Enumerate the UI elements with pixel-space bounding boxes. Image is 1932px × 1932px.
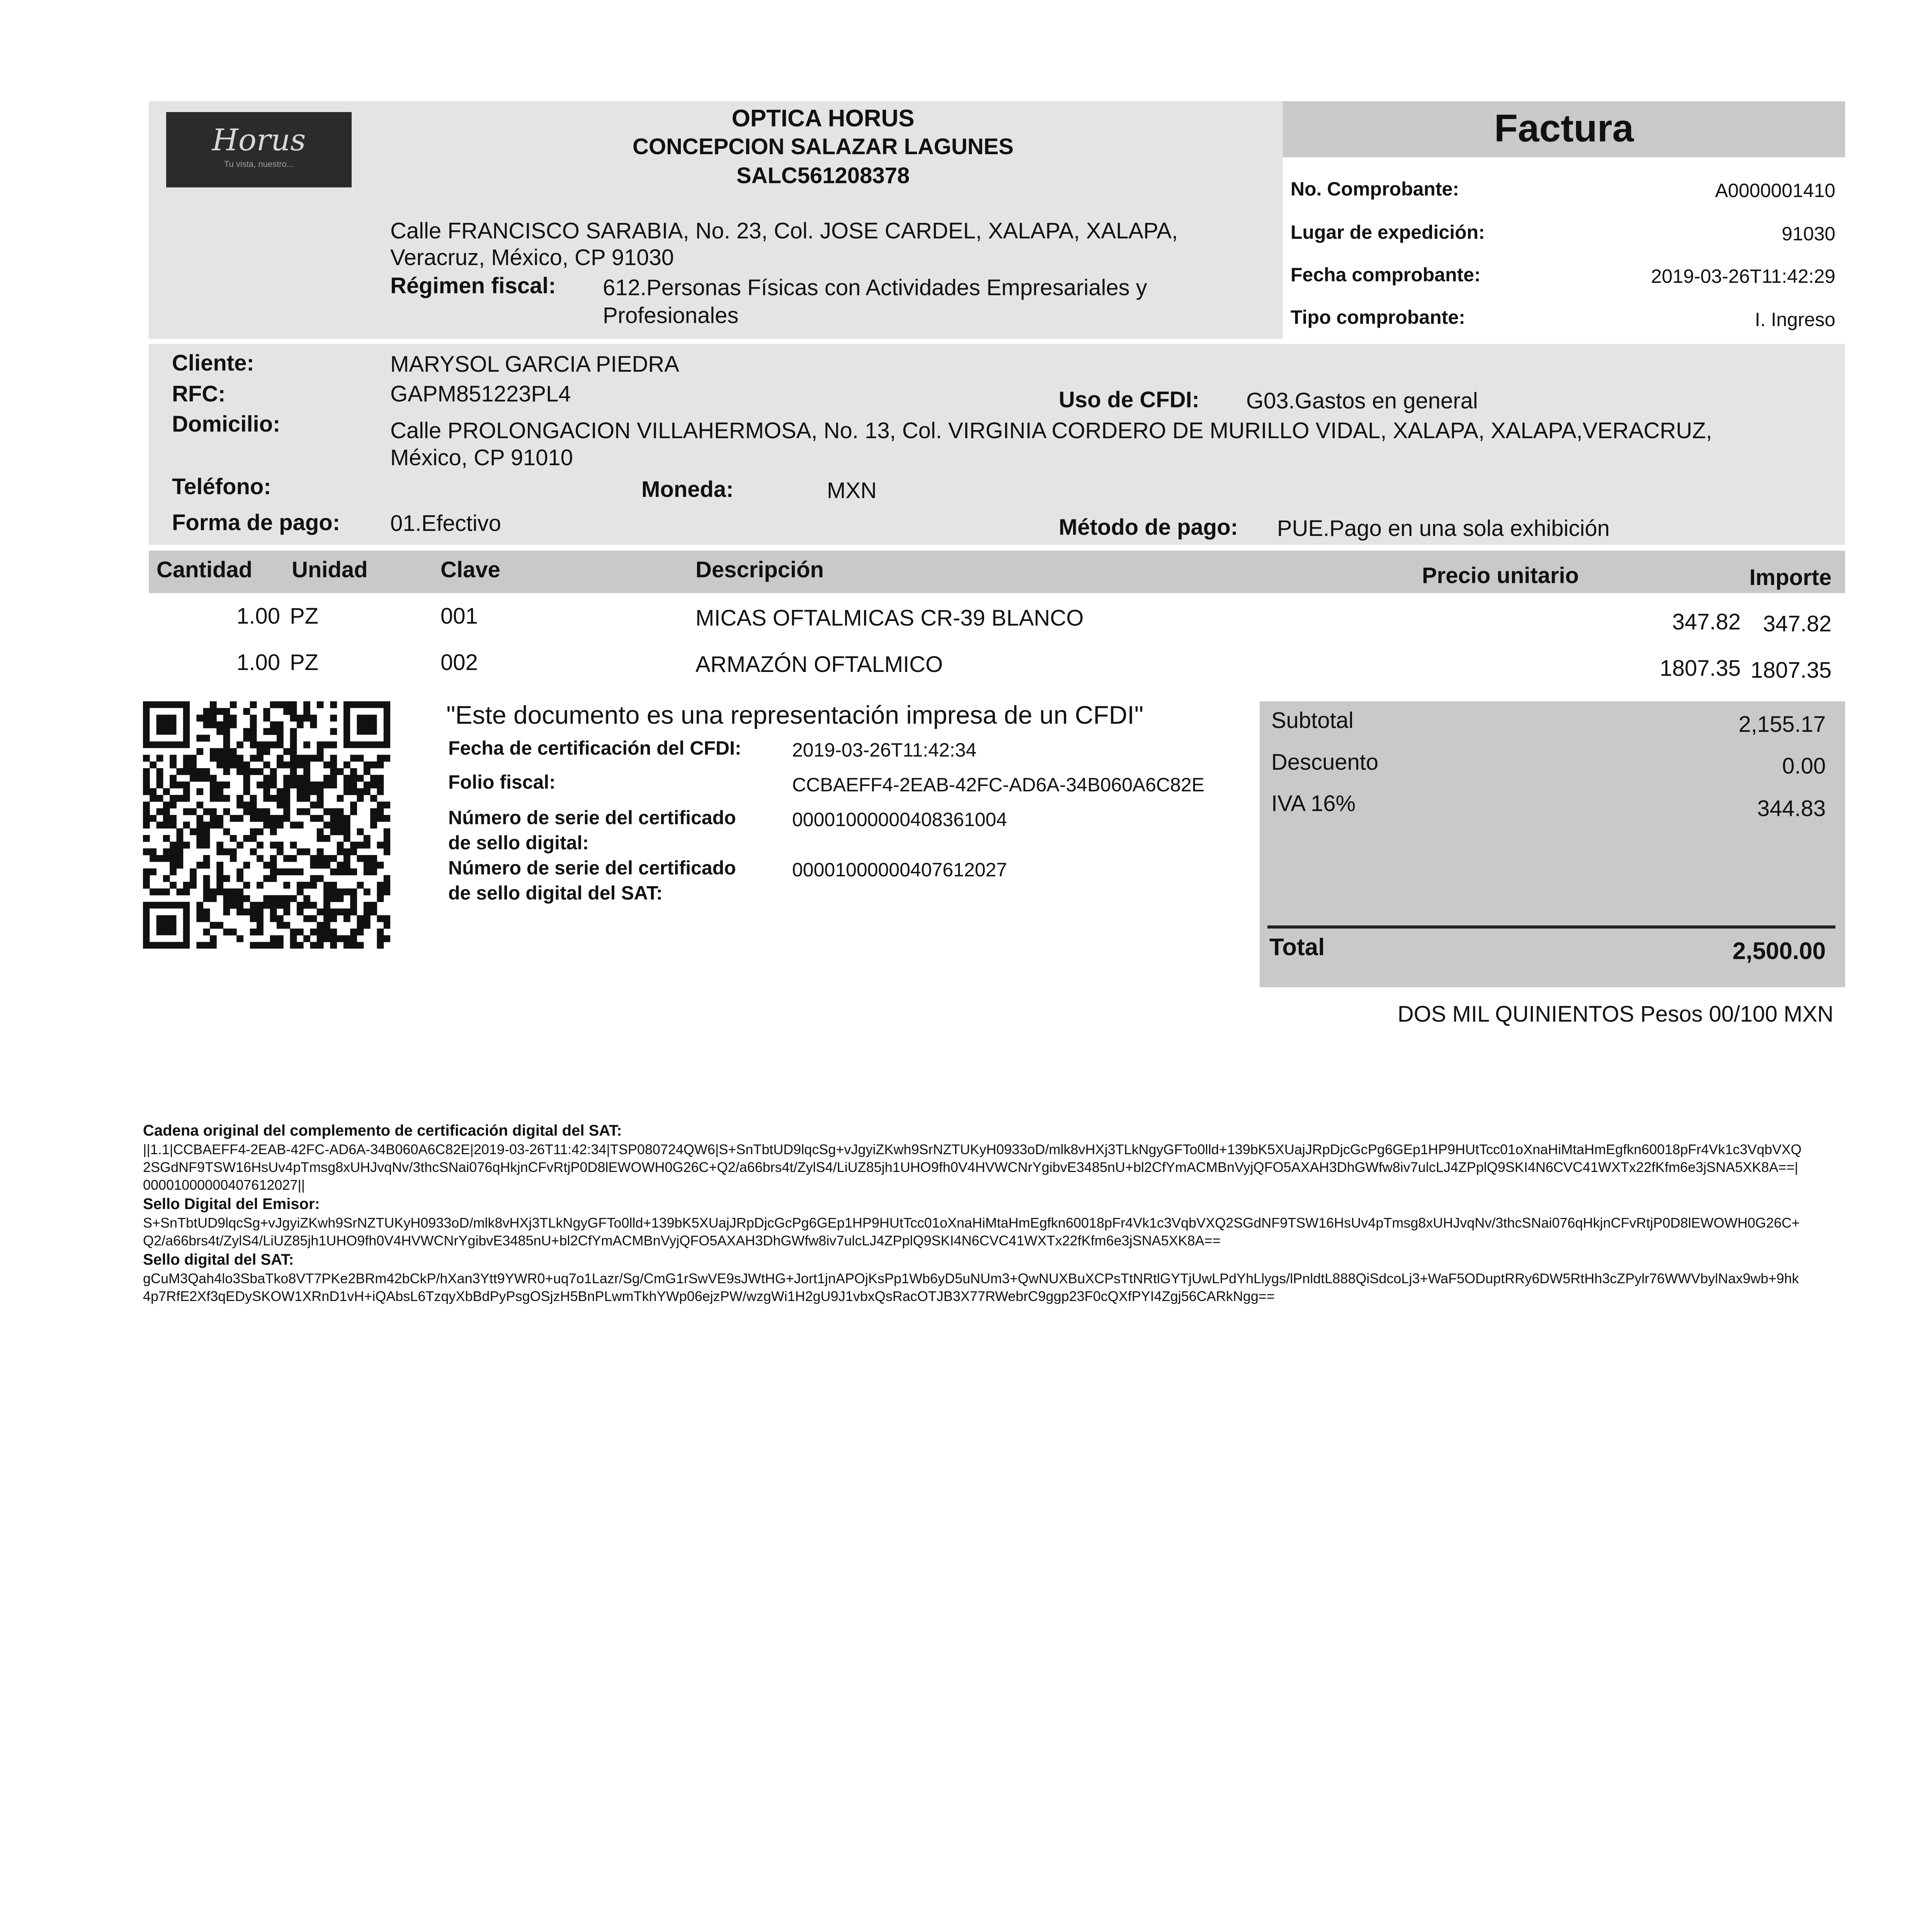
cfdi-serial-label-1: Número de serie del certificado [448, 807, 736, 828]
invoice-title-box [1283, 101, 1845, 157]
cfdi-sat-serial-label-1: Número de serie del certificado [448, 857, 736, 879]
tax-label: IVA 16% [1271, 791, 1356, 816]
issuer-address-line1: Calle FRANCISCO SARABIA, No. 23, Col. JOSE CARDEL, XALAPA, XALAPA, [390, 218, 1178, 243]
sello-sat-label: Sello digital del SAT: [143, 1251, 294, 1268]
payment-method-label: Método de pago: [1059, 515, 1238, 540]
client-address-label: Domicilio: [172, 412, 281, 437]
sello-sat: gCuM3Qah4lo3SbaTko8VT7PKe2BRm42bCkP/hXan3Ytt9YWR0+uq7o1Lazr/Sg/CmG1rSwVE9sJWtHG+Jort1jnAPOjKsPp1Wb6yD5uNUm3+QwNUXBuXCPsTtNRtlGYTjUwLPdYhLlygs/lPnldtL888QiSdcoLj3+WaF5ODuptRRy6DW5RtHh3cZPylr76WWVbylNax9wb+9hk4p7RfE2Xf3qEDySKOW1XRnD1vH+iQAbsL6TzqyXbBdPyPsgOSjzH5BnPLwmTkhYWp06ejzPW/wzgWi1H2gU9J1vbxQsRacOTJB3X77RWebrC9ggp23F0cQXfPYI4Zgj56CARkNgg== [143, 1270, 1799, 1304]
cfdi-folio-label: Folio fiscal: [448, 771, 556, 793]
payment-form-label: Forma de pago: [172, 510, 340, 535]
currency-label: Moneda: [641, 477, 734, 502]
item-unit: PZ [290, 604, 319, 629]
invoice-field-label-1: Lugar de expedición: [1291, 221, 1485, 243]
currency: MXN [827, 478, 877, 503]
issuer-name: OPTICA HORUS [731, 105, 915, 132]
col-header-descripcion: Descripción [696, 557, 824, 582]
cfdi-cert-date-label: Fecha de certificación del CFDI: [448, 737, 742, 759]
sello-emisor-label: Sello Digital del Emisor: [143, 1196, 320, 1213]
client-name: MARYSOL GARCIA PIEDRA [390, 352, 679, 377]
company-logo [166, 112, 352, 187]
item-quantity: 1.00 [236, 604, 280, 629]
discount-value: 0.00 [1782, 753, 1826, 779]
qr-code [143, 701, 390, 949]
total-label: Total [1269, 934, 1325, 961]
item-quantity: 1.00 [236, 650, 280, 675]
amount-in-words: DOS MIL QUINIENTOS Pesos 00/100 MXN [1397, 1002, 1833, 1027]
cfdi-serial-label-2: de sello digital: [448, 832, 589, 854]
client-address-line1: Calle PROLONGACION VILLAHERMOSA, No. 13, Col. VIRGINIA CORDERO DE MURILLO VIDAL, XALAPA, XALAPA,VERACRUZ, [390, 418, 1712, 443]
cfdi-folio: CCBAEFF4-2EAB-42FC-AD6A-34B060A6C82E [792, 774, 1205, 796]
total-divider [1267, 925, 1835, 929]
invoice-field-value-1: 91030 [1781, 223, 1835, 245]
col-header-unidad: Unidad [292, 557, 368, 582]
cadena-original-label: Cadena original del complemento de certificación digital del SAT: [143, 1122, 622, 1139]
issuer-rfc: SALC561208378 [736, 163, 910, 188]
sello-emisor: S+SnTbtUD9lqcSg+vJgyiZKwh9SrNZTUKyH0933oD/mlk8vHXj3TLkNgyGFTo0lld+139bK5XUajJRpDjcGcPg6GEp1HP9HUtTcc01oXnaHiMtaHmEgfkn60018pFr4Vk1c3VqbVXQ2SGdNF9TSW16HsUv4pTmsg8xUHJvqNv/3thcSNai076qHkjnCFvRtjP0D8lEWOWH0G26C+Q2/a66brs4t/ZylS4/LiUZ85jh1UHO9fh0V4HVWCNrYgibvE3485nU+bl2CfYmACMBnVyjQFO5AXAH3DhGWfw8iv7ulcLJ4ZPplQ9SKI4N6CVC41WXTx22fKfm6e3jSNA5XK8A== [143, 1215, 1800, 1248]
col-header-precio: Precio unitario [1422, 563, 1579, 588]
item-amount: 1807.35 [1750, 658, 1832, 683]
cadena-original: ||1.1|CCBAEFF4-2EAB-42FC-AD6A-34B060A6C82E|2019-03-26T11:42:34|TSP080724QW6|S+SnTbtUD9lqcSg+vJgyiZKwh9SrNZTUKyH0933oD/mlk8vHXj3TLkNgyGFTo0lld+139bK5XUajJRpDjcGcPg6GEp1HP9HUtTcc01oXnaHiMtaHmEgfkn60018pFr4Vk1c3VqbVXQ2SGdNF9TSW16HsUv4pTmsg8xUHJvqNv/3thcSNai076qHkjnCFvRtjP0D8lEWOWH0G26C+Q2/a66brs4t/ZylS4/LiUZ85jh1UHO9fh0V4HVWCNrYgibvE3485nU+bl2CfYmACMBnVyjQFO5AXAH3DhGWfw8iv7ulcLJ4ZPplQ9SKI4N6CVC41WXTx22fKfm6e3jSNA5XK8A==|00001000000407612027|| [143, 1141, 1802, 1193]
cfdi-use-label: Uso de CFDI: [1059, 387, 1200, 412]
item-code: 002 [440, 650, 478, 675]
invoice-field-label-0: No. Comprobante: [1291, 178, 1459, 200]
client-phone-label: Teléfono: [172, 474, 271, 499]
client-rfc-label: RFC: [172, 381, 226, 406]
col-header-clave: Clave [440, 557, 500, 582]
issuer-regime-line2: Profesionales [603, 303, 739, 328]
item-code: 001 [440, 604, 478, 629]
invoice-field-label-3: Tipo comprobante: [1291, 306, 1465, 328]
payment-form: 01.Efectivo [390, 511, 501, 536]
items-header-band [149, 551, 1845, 593]
seals-section [143, 1121, 1804, 1305]
issuer-regime-label: Régimen fiscal: [390, 273, 556, 298]
logo-tagline: Tu vista, nuestro... [224, 159, 294, 169]
total-value: 2,500.00 [1732, 938, 1826, 964]
tax-value: 344.83 [1757, 796, 1826, 821]
item-description: ARMAZÓN OFTALMICO [696, 652, 943, 677]
invoice-field-value-3: I. Ingreso [1755, 309, 1835, 330]
invoice-field-value-2: 2019-03-26T11:42:29 [1651, 265, 1835, 287]
col-header-importe: Importe [1749, 565, 1832, 590]
client-rfc: GAPM851223PL4 [390, 381, 571, 406]
issuer-person: CONCEPCION SALAZAR LAGUNES [632, 134, 1014, 159]
item-unit: PZ [290, 650, 319, 675]
item-amount: 347.82 [1763, 611, 1832, 636]
cfdi-statement: "Este documento es una representación impresa de un CFDI" [446, 701, 1144, 729]
issuer-address-line2: Veracruz, México, CP 91030 [390, 245, 674, 270]
invoice-title: Factura [1494, 107, 1634, 150]
invoice-field-label-2: Fecha comprobante: [1291, 264, 1481, 286]
subtotal-label: Subtotal [1271, 708, 1354, 733]
invoice-field-value-0: A0000001410 [1715, 180, 1835, 201]
item-description: MICAS OFTALMICAS CR-39 BLANCO [696, 605, 1084, 631]
qr-code-graphic [143, 701, 390, 949]
logo-text: Horus [212, 123, 306, 158]
col-header-cantidad: Cantidad [156, 557, 253, 582]
cfdi-cert-date: 2019-03-26T11:42:34 [792, 739, 977, 761]
subtotal-value: 2,155.17 [1738, 712, 1826, 737]
item-unit-price: 347.82 [1672, 609, 1741, 634]
client-address-line2: México, CP 91010 [390, 445, 573, 470]
issuer-regime-line1: 612.Personas Físicas con Actividades Empresariales y [603, 275, 1147, 300]
payment-method: PUE.Pago en una sola exhibición [1277, 516, 1610, 541]
cfdi-sat-serial-label-2: de sello digital del SAT: [448, 882, 663, 904]
table-row [149, 649, 1845, 692]
discount-label: Descuento [1271, 750, 1379, 775]
table-row [149, 603, 1845, 645]
item-unit-price: 1807.35 [1660, 656, 1741, 681]
cfdi-sat-serial: 00001000000407612027 [792, 859, 1007, 881]
cfdi-serial: 00001000000408361004 [792, 809, 1007, 830]
cfdi-use: G03.Gastos en general [1246, 388, 1478, 413]
client-label: Cliente: [172, 350, 254, 376]
